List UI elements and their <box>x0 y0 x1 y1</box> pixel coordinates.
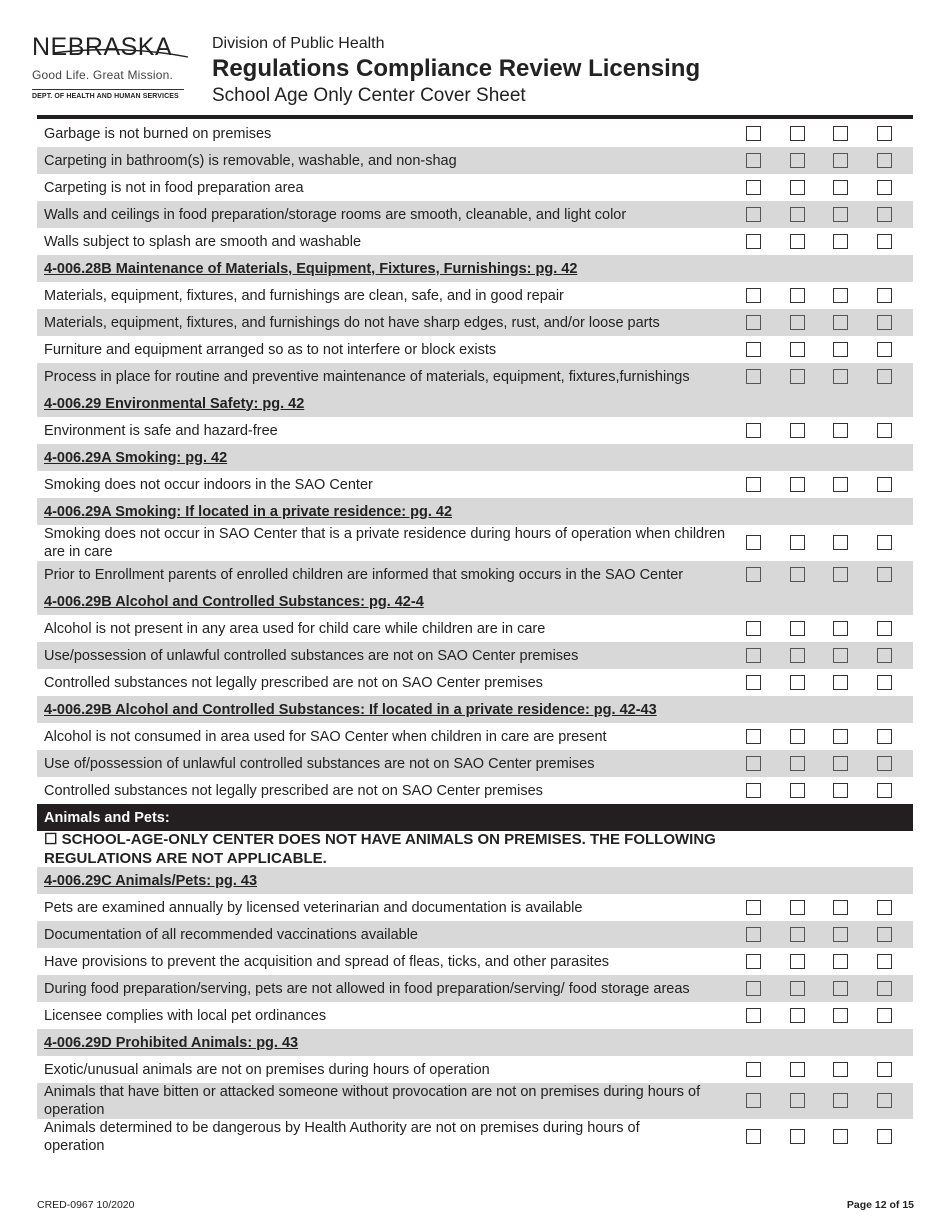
item-label: Animals determined to be dangerous by Health Authority are not on premises during hours of operation <box>44 1120 640 1154</box>
page-number: Page 12 of 15 <box>846 1199 914 1211</box>
compliance-checkbox-2[interactable] <box>790 315 805 330</box>
compliance-checkbox-2[interactable] <box>790 729 805 744</box>
compliance-checkbox-2[interactable] <box>790 153 805 168</box>
compliance-checkbox-2[interactable] <box>790 477 805 492</box>
compliance-checkbox-3[interactable] <box>833 1129 848 1144</box>
compliance-checkbox-3[interactable] <box>833 621 848 636</box>
checklist-item-row <box>37 1056 913 1083</box>
compliance-checkbox-1[interactable] <box>746 126 761 141</box>
checklist-item-row <box>37 282 913 309</box>
compliance-checkbox-2[interactable] <box>790 756 805 771</box>
checklist-item-row <box>37 228 913 255</box>
compliance-checkbox-3[interactable] <box>833 900 848 915</box>
item-label: Walls and ceilings in food preparation/storage rooms are smooth, cleanable, and light color <box>44 206 627 223</box>
item-label: Controlled substances not legally prescribed are not on SAO Center premises <box>44 782 543 799</box>
item-label: Environment is safe and hazard-free <box>44 422 278 439</box>
compliance-checkbox-3[interactable] <box>833 535 848 550</box>
logo-tagline: Good Life. Great Mission. <box>32 68 174 82</box>
checklist-item-row <box>37 309 913 336</box>
compliance-checkbox-2[interactable] <box>790 535 805 550</box>
checklist-item-row <box>37 471 913 498</box>
compliance-checkbox-3[interactable] <box>833 153 848 168</box>
compliance-checkbox-4[interactable] <box>877 927 892 942</box>
item-label: Licensee complies with local pet ordinances <box>44 1007 327 1024</box>
compliance-checkbox-2[interactable] <box>790 954 805 969</box>
compliance-checkbox-4[interactable] <box>877 234 892 249</box>
compliance-checkbox-1[interactable] <box>746 423 761 438</box>
compliance-checkbox-4[interactable] <box>877 153 892 168</box>
section-header-row <box>37 444 913 471</box>
compliance-checkbox-4[interactable] <box>877 535 892 550</box>
compliance-checkbox-3[interactable] <box>833 981 848 996</box>
checklist-item-row <box>37 723 913 750</box>
compliance-checkbox-2[interactable] <box>790 1008 805 1023</box>
compliance-checkbox-3[interactable] <box>833 783 848 798</box>
compliance-checkbox-2[interactable] <box>790 207 805 222</box>
compliance-checkbox-3[interactable] <box>833 126 848 141</box>
compliance-checkbox-4[interactable] <box>877 729 892 744</box>
compliance-checkbox-4[interactable] <box>877 621 892 636</box>
compliance-checkbox-1[interactable] <box>746 1062 761 1077</box>
compliance-checkbox-1[interactable] <box>746 954 761 969</box>
checklist-item-row <box>37 642 913 669</box>
compliance-checkbox-3[interactable] <box>833 1093 848 1108</box>
compliance-checkbox-4[interactable] <box>877 477 892 492</box>
checklist-item-row <box>37 1083 913 1119</box>
item-label: Smoking does not occur indoors in the SAO Center <box>44 476 373 493</box>
compliance-checkbox-3[interactable] <box>833 954 848 969</box>
page-header <box>0 0 950 118</box>
compliance-checkbox-4[interactable] <box>877 1008 892 1023</box>
section-header-row <box>37 588 913 615</box>
compliance-checkbox-3[interactable] <box>833 567 848 582</box>
compliance-checkbox-2[interactable] <box>790 927 805 942</box>
compliance-checkbox-4[interactable] <box>877 756 892 771</box>
section-header-row <box>37 255 913 282</box>
section-header-row <box>37 390 913 417</box>
compliance-checkbox-3[interactable] <box>833 477 848 492</box>
checklist-item-row <box>37 525 913 561</box>
compliance-checkbox-2[interactable] <box>790 342 805 357</box>
compliance-checkbox-3[interactable] <box>833 927 848 942</box>
checklist-item-row <box>37 894 913 921</box>
checklist-item-row <box>37 174 913 201</box>
category-header-row <box>37 804 913 831</box>
compliance-checkbox-2[interactable] <box>790 234 805 249</box>
compliance-checkbox-2[interactable] <box>790 981 805 996</box>
item-label: Use/possession of unlawful controlled substances are not on SAO Center premises <box>44 647 579 664</box>
compliance-checkbox-2[interactable] <box>790 369 805 384</box>
category-heading: Animals and Pets: <box>44 809 170 826</box>
compliance-checkbox-3[interactable] <box>833 729 848 744</box>
compliance-checkbox-1[interactable] <box>746 1093 761 1108</box>
compliance-checkbox-2[interactable] <box>790 1062 805 1077</box>
compliance-checkbox-1[interactable] <box>746 567 761 582</box>
item-label: Animals that have bitten or attacked someone without provocation are not on premises during hours of operation <box>44 1084 701 1118</box>
item-label: Process in place for routine and preventive maintenance of materials, equipment, fixtures,furnishings <box>44 368 690 385</box>
page-title: Regulations Compliance Review Licensing <box>212 55 701 82</box>
compliance-checkbox-1[interactable] <box>746 315 761 330</box>
checklist-item-row <box>37 147 913 174</box>
item-label: Use of/possession of unlawful controlled substances are not on SAO Center premises <box>44 755 595 772</box>
item-label: Materials, equipment, fixtures, and furnishings are clean, safe, and in good repair <box>44 287 564 304</box>
compliance-checkbox-4[interactable] <box>877 207 892 222</box>
logo-divider <box>32 89 184 90</box>
compliance-checkbox-3[interactable] <box>833 234 848 249</box>
section-header-row <box>37 696 913 723</box>
compliance-checkbox-2[interactable] <box>790 1129 805 1144</box>
item-label: Furniture and equipment arranged so as to not interfere or block exists <box>44 341 497 358</box>
form-id: CRED-0967 10/2020 <box>37 1199 135 1211</box>
division-name: Division of Public Health <box>212 35 385 52</box>
compliance-checkbox-1[interactable] <box>746 756 761 771</box>
section-heading: 4-006.29B Alcohol and Controlled Substances: If located in a private residence: pg. 42-43 <box>44 701 657 718</box>
compliance-checkbox-1[interactable] <box>746 783 761 798</box>
compliance-checkbox-2[interactable] <box>790 126 805 141</box>
compliance-checkbox-4[interactable] <box>877 567 892 582</box>
item-label: Controlled substances not legally prescribed are not on SAO Center premises <box>44 674 543 691</box>
compliance-checkbox-2[interactable] <box>790 900 805 915</box>
checklist-item-row <box>37 336 913 363</box>
compliance-checkbox-3[interactable] <box>833 369 848 384</box>
checklist-item-row <box>37 363 913 390</box>
compliance-checkbox-1[interactable] <box>746 729 761 744</box>
compliance-checkbox-3[interactable] <box>833 315 848 330</box>
compliance-checkbox-4[interactable] <box>877 675 892 690</box>
compliance-checkbox-4[interactable] <box>877 648 892 663</box>
item-label: Smoking does not occur in SAO Center that is a private residence during hours of operation when children are in care <box>44 526 726 560</box>
compliance-checkbox-1[interactable] <box>746 981 761 996</box>
compliance-checkbox-4[interactable] <box>877 981 892 996</box>
compliance-checkbox-4[interactable] <box>877 1093 892 1108</box>
item-label: Materials, equipment, fixtures, and furnishings do not have sharp edges, rust, and/or loose parts <box>44 314 660 331</box>
item-label: Garbage is not burned on premises <box>44 125 272 142</box>
item-label: Prior to Enrollment parents of enrolled children are informed that smoking occurs in the SAO Center <box>44 566 684 583</box>
section-heading: 4-006.29B Alcohol and Controlled Substances: pg. 42-4 <box>44 593 424 610</box>
compliance-checkbox-1[interactable] <box>746 234 761 249</box>
compliance-checkbox-2[interactable] <box>790 675 805 690</box>
compliance-checkbox-2[interactable] <box>790 288 805 303</box>
item-label: Pets are examined annually by licensed veterinarian and documentation is available <box>44 899 583 916</box>
checklist-item-row <box>37 921 913 948</box>
checklist-item-row <box>37 120 913 147</box>
compliance-checkbox-4[interactable] <box>877 126 892 141</box>
checklist-item-row <box>37 615 913 642</box>
checklist-item-row <box>37 417 913 444</box>
item-label: During food preparation/serving, pets are not allowed in food preparation/serving/ food storage areas <box>44 980 690 997</box>
compliance-checkbox-4[interactable] <box>877 783 892 798</box>
compliance-checkbox-2[interactable] <box>790 1093 805 1108</box>
item-label: Documentation of all recommended vaccinations available <box>44 926 418 943</box>
checklist-item-row <box>37 750 913 777</box>
header-titles <box>212 34 700 108</box>
compliance-checkbox-2[interactable] <box>790 621 805 636</box>
compliance-checkbox-3[interactable] <box>833 1008 848 1023</box>
item-label: Have provisions to prevent the acquisition and spread of fleas, ticks, and other parasites <box>44 953 610 970</box>
compliance-checklist <box>37 120 913 1155</box>
compliance-checkbox-3[interactable] <box>833 1062 848 1077</box>
section-heading: 4-006.28B Maintenance of Materials, Equipment, Fixtures, Furnishings: pg. 42 <box>44 260 578 277</box>
page-subtitle: School Age Only Center Cover Sheet <box>212 85 526 106</box>
section-heading: 4-006.29D Prohibited Animals: pg. 43 <box>44 1034 299 1051</box>
compliance-checkbox-1[interactable] <box>746 1129 761 1144</box>
compliance-checkbox-2[interactable] <box>790 423 805 438</box>
compliance-checkbox-4[interactable] <box>877 954 892 969</box>
checklist-item-row <box>37 201 913 228</box>
section-heading: 4-006.29A Smoking: If located in a private residence: pg. 42 <box>44 503 453 520</box>
compliance-checkbox-1[interactable] <box>746 153 761 168</box>
nebraska-dhhs-logo <box>32 34 188 100</box>
compliance-checkbox-1[interactable] <box>746 288 761 303</box>
compliance-checkbox-4[interactable] <box>877 342 892 357</box>
checklist-item-row <box>37 669 913 696</box>
section-header-row <box>37 867 913 894</box>
compliance-checkbox-2[interactable] <box>790 567 805 582</box>
logo-department: DEPT. OF HEALTH AND HUMAN SERVICES <box>32 93 179 100</box>
compliance-checkbox-4[interactable] <box>877 369 892 384</box>
compliance-checkbox-3[interactable] <box>833 648 848 663</box>
compliance-checkbox-4[interactable] <box>877 1129 892 1144</box>
compliance-checkbox-4[interactable] <box>877 900 892 915</box>
compliance-checkbox-2[interactable] <box>790 648 805 663</box>
compliance-checkbox-1[interactable] <box>746 342 761 357</box>
compliance-checkbox-3[interactable] <box>833 423 848 438</box>
logo-wordmark: NEBRASKA <box>32 34 188 60</box>
compliance-checkbox-3[interactable] <box>833 342 848 357</box>
compliance-checkbox-1[interactable] <box>746 927 761 942</box>
compliance-checkbox-3[interactable] <box>833 756 848 771</box>
compliance-checkbox-1[interactable] <box>746 207 761 222</box>
not-applicable-notice[interactable]: ☐ SCHOOL-AGE-ONLY CENTER DOES NOT HAVE ANIMALS ON PREMISES. THE FOLLOWING REGULATIONS ARE NOT APPLICABLE. <box>44 831 716 867</box>
checklist-item-row <box>37 1119 913 1155</box>
checklist-item-row <box>37 948 913 975</box>
compliance-checkbox-1[interactable] <box>746 535 761 550</box>
compliance-checkbox-3[interactable] <box>833 288 848 303</box>
checklist-item-row <box>37 561 913 588</box>
checklist-item-row <box>37 777 913 804</box>
compliance-checkbox-4[interactable] <box>877 288 892 303</box>
compliance-checkbox-3[interactable] <box>833 207 848 222</box>
item-label: Walls subject to splash are smooth and washable <box>44 233 362 250</box>
checklist-item-row <box>37 1002 913 1029</box>
section-heading: 4-006.29C Animals/Pets: pg. 43 <box>44 872 258 889</box>
compliance-checkbox-4[interactable] <box>877 423 892 438</box>
compliance-checkbox-3[interactable] <box>833 675 848 690</box>
compliance-checkbox-1[interactable] <box>746 675 761 690</box>
compliance-checkbox-2[interactable] <box>790 783 805 798</box>
item-label: Alcohol is not present in any area used for child care while children are in care <box>44 620 546 637</box>
section-header-row <box>37 1029 913 1056</box>
item-label: Carpeting is not in food preparation area <box>44 179 304 196</box>
checklist-item-row <box>37 975 913 1002</box>
compliance-checkbox-1[interactable] <box>746 180 761 195</box>
item-label: Exotic/unusual animals are not on premises during hours of operation <box>44 1061 490 1078</box>
section-heading: 4-006.29 Environmental Safety: pg. 42 <box>44 395 305 412</box>
not-applicable-notice-row <box>37 831 913 867</box>
compliance-checkbox-3[interactable] <box>833 180 848 195</box>
section-heading: 4-006.29A Smoking: pg. 42 <box>44 449 228 466</box>
logo-swoosh-icon <box>32 44 192 62</box>
item-label: Carpeting in bathroom(s) is removable, washable, and non-shag <box>44 152 457 169</box>
compliance-checkbox-1[interactable] <box>746 1008 761 1023</box>
section-header-row <box>37 498 913 525</box>
item-label: Alcohol is not consumed in area used for SAO Center when children in care are present <box>44 728 607 745</box>
compliance-checkbox-4[interactable] <box>877 1062 892 1077</box>
compliance-checkbox-4[interactable] <box>877 315 892 330</box>
header-rule <box>37 115 913 119</box>
compliance-checkbox-1[interactable] <box>746 369 761 384</box>
compliance-checkbox-1[interactable] <box>746 477 761 492</box>
compliance-checkbox-4[interactable] <box>877 180 892 195</box>
compliance-checkbox-2[interactable] <box>790 180 805 195</box>
compliance-checkbox-1[interactable] <box>746 648 761 663</box>
compliance-checkbox-1[interactable] <box>746 621 761 636</box>
compliance-checkbox-1[interactable] <box>746 900 761 915</box>
